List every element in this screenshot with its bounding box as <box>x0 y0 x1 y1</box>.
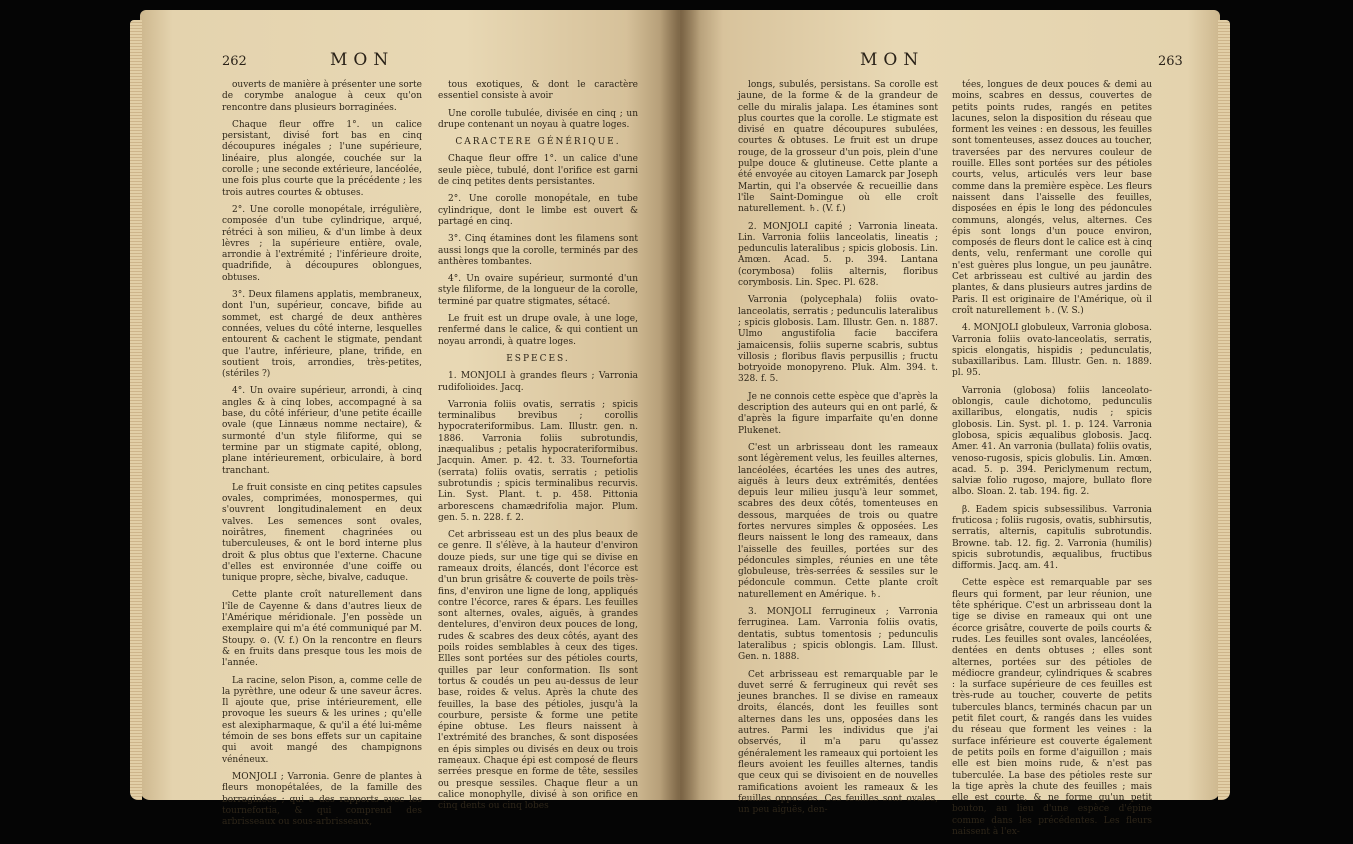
right-page <box>680 10 1220 837</box>
paragraph: 2. MONJOLI capité ; Varronia lineata. Lin. Varronia foliis lanceolatis, lineatis ; pedunculis lateralibus ; spicis globosis. Lin. Amœn. Acad. 5. p. 394. Lantana (corymbosa) foliis alternis, floribus corymbosis. Lin. Spec. Pl. 628. <box>738 221 938 289</box>
paragraph: tées, longues de deux pouces & demi au moins, scabres en dessus, couvertes de petits points rudes, rangés en petites lacunes, selon la disposition du réseau que forment les veines : en dessous, les feuilles sont tomenteuses, assez douces au toucher, traversées par des nervures couleur de rouille. Elles sont portées sur des pétioles courts, velus, articulés vers leur base comme dans la première espèce. Les fleurs naissent dans l'aisselle des feuilles, disposées en épis le long des pédoncules communs, alongés, velus, alternes. Ces épis sont longs d'un pouce environ, composés de fleurs dont le calice est à cinq dents, velu, renfermant une corolle qui n'est guères plus longue, un peu jaunâtre. Cet arbrisseau est cultivé au jardin des plantes, & dans plusieurs autres jardins de Paris. Il est originaire de l'Amérique, où il croît naturellement ♄. (V. S.) <box>952 80 1152 316</box>
paragraph: MONJOLI ; Varronia. Genre de plantes à fleurs monopétalées, de la famille des borraginées ; qui a des rapports avec les tournefortia, & qui comprend des arbrisseaux ou sous-arbrisseaux, <box>222 771 422 828</box>
paragraph: 2°. Une corolle monopétale, en tube cylindrique, dont le limbe est ouvert & partagé en cinq. <box>438 194 638 227</box>
right-column-2 <box>952 80 1152 844</box>
paragraph: Le fruit est un drupe ovale, à une loge, renfermé dans le calice, & qui contient un noyau arrondi, à quatre loges. <box>438 314 638 347</box>
page-edge-right <box>1218 20 1230 800</box>
paragraph: Le fruit consiste en cinq petites capsules ovales, comprimées, monospermes, qui s'ouvrent longitudinalement en deux valves. Les semences sont ovales, noirâtres, finement chagrinées ou tuberculeuses, & ont le bord interne plus droit & plus obtus que l'externe. Chacune d'elles est environnée d'une coiffe ou tunique propre, sèche, bivalve, caduque. <box>222 482 422 584</box>
paragraph: Varronia (globosa) foliis lanceolato-oblongis, caule dichotomo, pedunculis axillaribus, elongatis, nudis ; spicis globosis. Lin. Syst. pl. 1. p. 124. Varronia globosa, spicis æqualibus globosis. Jacq. Amer. 41. An varronia (bullata) foliis ovatis, venoso-rugosis, spicis globulis. Lin. Amœn. acad. 5. p. 394. Periclymenum rectum, salviæ folio rugoso, majore, bullato flore albo. Sloan. 2. tab. 194. fig. 2. <box>952 385 1152 498</box>
page-number-right: 263 <box>1158 54 1183 69</box>
paragraph: Cet arbrisseau est un des plus beaux de ce genre. Il s'élève, à la hauteur d'environ douze pieds, sur une tige qui se divise en rameaux droits, élancés, dont l'écorce est d'un brun grisâtre & couverte de poils très-fins, d'environ une ligne de long, appliqués contre l'écorce, rares & épars. Les feuilles sont alternes, ovales, aiguës, à grandes dentelures, d'environ deux pouces de long, rudes & scabres des deux côtés, ayant des poils roides semblables à ceux des tiges. Elles sont portées sur des pétioles courts, quilles par leur conformation. Ils sont tortus & coudés un peu au-dessus de leur base, roides & velus. Après la chute des feuilles, la base des pétioles, jusqu'à la courbure, persiste & forme une petite épine obtuse. Les fleurs naissent à l'extrémité des branches, & sont disposées en épis simples ou divisés en deux ou trois rameaux. Chaque épi est composé de fleurs serrées presque en forme de tête, sessiles ou presque sessiles. Chaque fleur a un calice monophylle, divisé à son orifice en cinq dents ou cinq lobes <box>438 530 638 812</box>
right-column-1 <box>738 80 938 822</box>
paragraph: La racine, selon Pison, a, comme celle de la pyrèthre, une odeur & une saveur âcres. Il ajoute que, prise intérieurement, elle provoque les sueurs & les urines ; qu'elle est alexipharmaque, & qu'il a été lui-même témoin de ses bons effets sur un capitaine qui avoit mangé des champignons vénéneux. <box>222 675 422 765</box>
paragraph: ouverts de manière à présenter une sorte de corymbe analogue à ceux qu'on rencontre dans plusieurs borraginées. <box>222 80 422 113</box>
paragraph: 1. MONJOLI à grandes fleurs ; Varronia rudifolioides. Jacq. <box>438 371 638 393</box>
page-edge-left <box>130 20 142 800</box>
paragraph: CARACTERE GÉNÉRIQUE. <box>455 137 621 148</box>
running-header-right: MON <box>860 50 925 70</box>
paragraph: 4°. Un ovaire supérieur, surmonté d'un style filiforme, de la longueur de la corolle, terminé par quatre stigmates, sétacé. <box>438 274 638 307</box>
paragraph: β. Eadem spicis subsessilibus. Varronia fruticosa ; foliis rugosis, ovatis, subhirsutis, serratis, alternis, capitulis subrotundis. Browne. tab. 12. fig. 2. Varronia (humilis) spicis subrotundis, æqualibus, fructibus difformis. Jacq. am. 41. <box>952 504 1152 572</box>
paragraph: Je ne connois cette espèce que d'après la description des auteurs qui en ont parlé, & d'après la figure imparfaite qu'en donne Plukenet. <box>738 391 938 436</box>
paragraph: Cette espèce est remarquable par ses fleurs qui forment, par leur réunion, une tête sphérique. C'est un arbrisseau dont la tige se divise en rameaux qui ont une écorce grisâtre, couverte de poils courts & rudes. Les feuilles sont ovales, lancéolées, dentées en dents obtuses ; elles sont alternes, portées sur des pétioles de médiocre grandeur, cylindriques & scabres : la surface supérieure de ces feuilles est très-rude au toucher, couverte de petits tubercules blancs, terminés chacun par un petit filet court, & rangés dans les vuides du réseau que forment les veines : la surface inférieure est couverte également de petits poils en forme d'aiguillon ; mais elle est bien moins rude, & n'est pas tuberculée. La base des pétioles reste sur la tige après la chute des feuilles ; mais elle est courte, & ne forme qu'un petit bouton, au lieu d'une espèce d'épine comme dans les précédentes. Les fleurs naissent à l'ex- <box>952 578 1152 837</box>
paragraph: Varronia foliis ovatis, serratis ; spicis terminalibus brevibus ; corollis hypocrateriformibus. Lam. Illustr. gen. n. 1886. Varronia foliis subrotundis, inæqualibus ; petalis hypocrateriformibus. Jacquin. Amer. p. 42. t. 33. Tournefortia (serrata) foliis ovatis, serratis ; petiolis subrotundis ; spicis terminalibus recurvis. Lin. Syst. Plant. t. p. 458. Pittonia arborescens chamædrifolia major. Plum. gen. 5. n. 228. f. 2. <box>438 399 638 523</box>
paragraph: Chaque fleur offre 1°. un calice d'une seule pièce, tubulé, dont l'orifice est garni de cinq petites dents persistantes. <box>438 154 638 188</box>
paragraph: ESPECES. <box>506 353 570 364</box>
paragraph: Cet arbrisseau est remarquable par le duvet serré & ferrugineux qui revêt ses jeunes branches. Il se divise en rameaux droits, élancés, dont les feuilles sont alternes dans les uns, opposées dans les autres. Parmi les individus que j'ai observés, il m'a paru qu'assez généralement les rameaux qui portoient les fleurs avoient les feuilles alternes, tandis que ceux qui se divisoient en de nouvelles ramifications avoient les rameaux & les feuilles opposées. Ces feuilles sont ovales, un peu aiguës, den- <box>738 669 938 816</box>
paragraph: 3. MONJOLI ferrugineux ; Varronia ferruginea. Lam. Varronia foliis ovatis, dentatis, subtus tomentosis ; pedunculis lateralibus ; spicis oblongis. Lam. Illust. Gen. n. 1888. <box>738 607 938 663</box>
book-gutter <box>660 10 700 800</box>
paragraph: 3°. Deux filamens applatis, membraneux, dont l'un, supérieur, concave, bifide au sommet, est chargé de deux anthères connées, velues du côté interne, lesquelles entourent & cachent le stigmate, pendant que l'autre, inférieure, plane, trifide, en soutient trois, arrondies, très-petites, (stériles ?) <box>222 290 422 380</box>
paragraph: 2°. Une corolle monopétale, irrégulière, composée d'un tube cylindrique, arqué, rétréci à son milieu, & d'un limbe à deux lèvres ; la supérieure entière, ovale, arrondie à l'extrémité ; l'inférieure droite, quadrifide, à découpures oblongues, obtuses. <box>222 204 422 283</box>
paragraph: tous exotiques, & dont le caractère essentiel consiste à avoir <box>438 80 638 102</box>
paragraph: Chaque fleur offre 1°. un calice persistant, divisé fort bas en cinq découpures inégales ; l'une supérieure, linéaire, plus alongée, couchée sur la corolle ; une seconde extérieure, lancéolée, une fois plus courte que la précédente ; les trois autres courtes & obtuses. <box>222 119 422 198</box>
left-page <box>140 10 680 828</box>
page-number-left: 262 <box>222 54 247 69</box>
running-header-left: MON <box>330 50 395 70</box>
paragraph: Cette plante croît naturellement dans l'île de Cayenne & dans d'autres lieux de l'Amérique méridionale. J'en possède un exemplaire qui m'a été communiqué par M. Stoupy. ⊙. (V. f.) On la rencontre en fleurs & en fruits dans presque tous les mois de l'année. <box>222 590 422 669</box>
paragraph: 3°. Cinq étamines dont les filamens sont aussi longs que la corolle, terminés par des anthères tombantes. <box>438 234 638 267</box>
paragraph: 4°. Un ovaire supérieur, arrondi, à cinq angles & à cinq lobes, accompagné à sa base, du côté inférieur, d'une petite écaille ovale (que Linnæus nomme nectaire), & surmonté d'un style filiforme, qui se termine par un stigmate capité, oblong, plane intérieurement, orbiculaire, à bord tranchant. <box>222 386 422 476</box>
paragraph: 4. MONJOLI globuleux, Varronia globosa. Varronia foliis ovato-lanceolatis, serratis, spicis elongatis, hispidis ; pedunculatis, subaxillaribus. Lam. Illustr. Gen. n. 1889. pl. 95. <box>952 323 1152 379</box>
open-book <box>140 10 1220 837</box>
left-column-2 <box>438 80 638 819</box>
left-column-1 <box>222 80 422 834</box>
paragraph: Varronia (polycephala) foliis ovato-lanceolatis, serratis ; pedunculis lateralibus ; spicis globosis. Lam. Illustr. Gen. n. 1887. Ulmo angustifolia facie baccifera jamaicensis, foliis superne scabris, subtus villosis ; floribus flavis perpusillis ; fructu botryoide monopyreno. Pluk. Alm. 394. t. 328. f. 5. <box>738 295 938 385</box>
paragraph: longs, subulés, persistans. Sa corolle est jaune, de la forme & de la grandeur de celle du miralis jalapa. Les étamines sont plus courtes que la corolle. Le stigmate est divisé en quatre découpures subulées, courtes & obtuses. Le fruit est un drupe rouge, de la grosseur d'un pois, plein d'une pulpe douce & glutineuse. Cette plante a été envoyée au citoyen Lamarck par Joseph Martin, qui l'a observée & recueillie dans l'île Saint-Domingue où elle croît naturellement. ♄. (V. f.) <box>738 80 938 215</box>
paragraph: Une corolle tubulée, divisée en cinq ; un drupe contenant un noyau à quatre loges. <box>438 108 638 130</box>
paragraph: C'est un arbrisseau dont les rameaux sont légèrement velus, les feuilles alternes, lancéolées, écartées les unes des autres, aiguës à leurs deux extrémités, dentées depuis leur milieu jusqu'à leur sommet, scabres des deux côtés, tomenteuses en dessous, marquées de trois ou quatre fortes nervures simples & opposées. Les fleurs naissent le long des rameaux, dans l'aisselle des feuilles, portées sur des pédoncules simples, réunies en une tête globuleuse, très-serrées & sessiles sur le pédoncule commun. Cette plante croît naturellement en Amérique. ♄. <box>738 442 938 600</box>
